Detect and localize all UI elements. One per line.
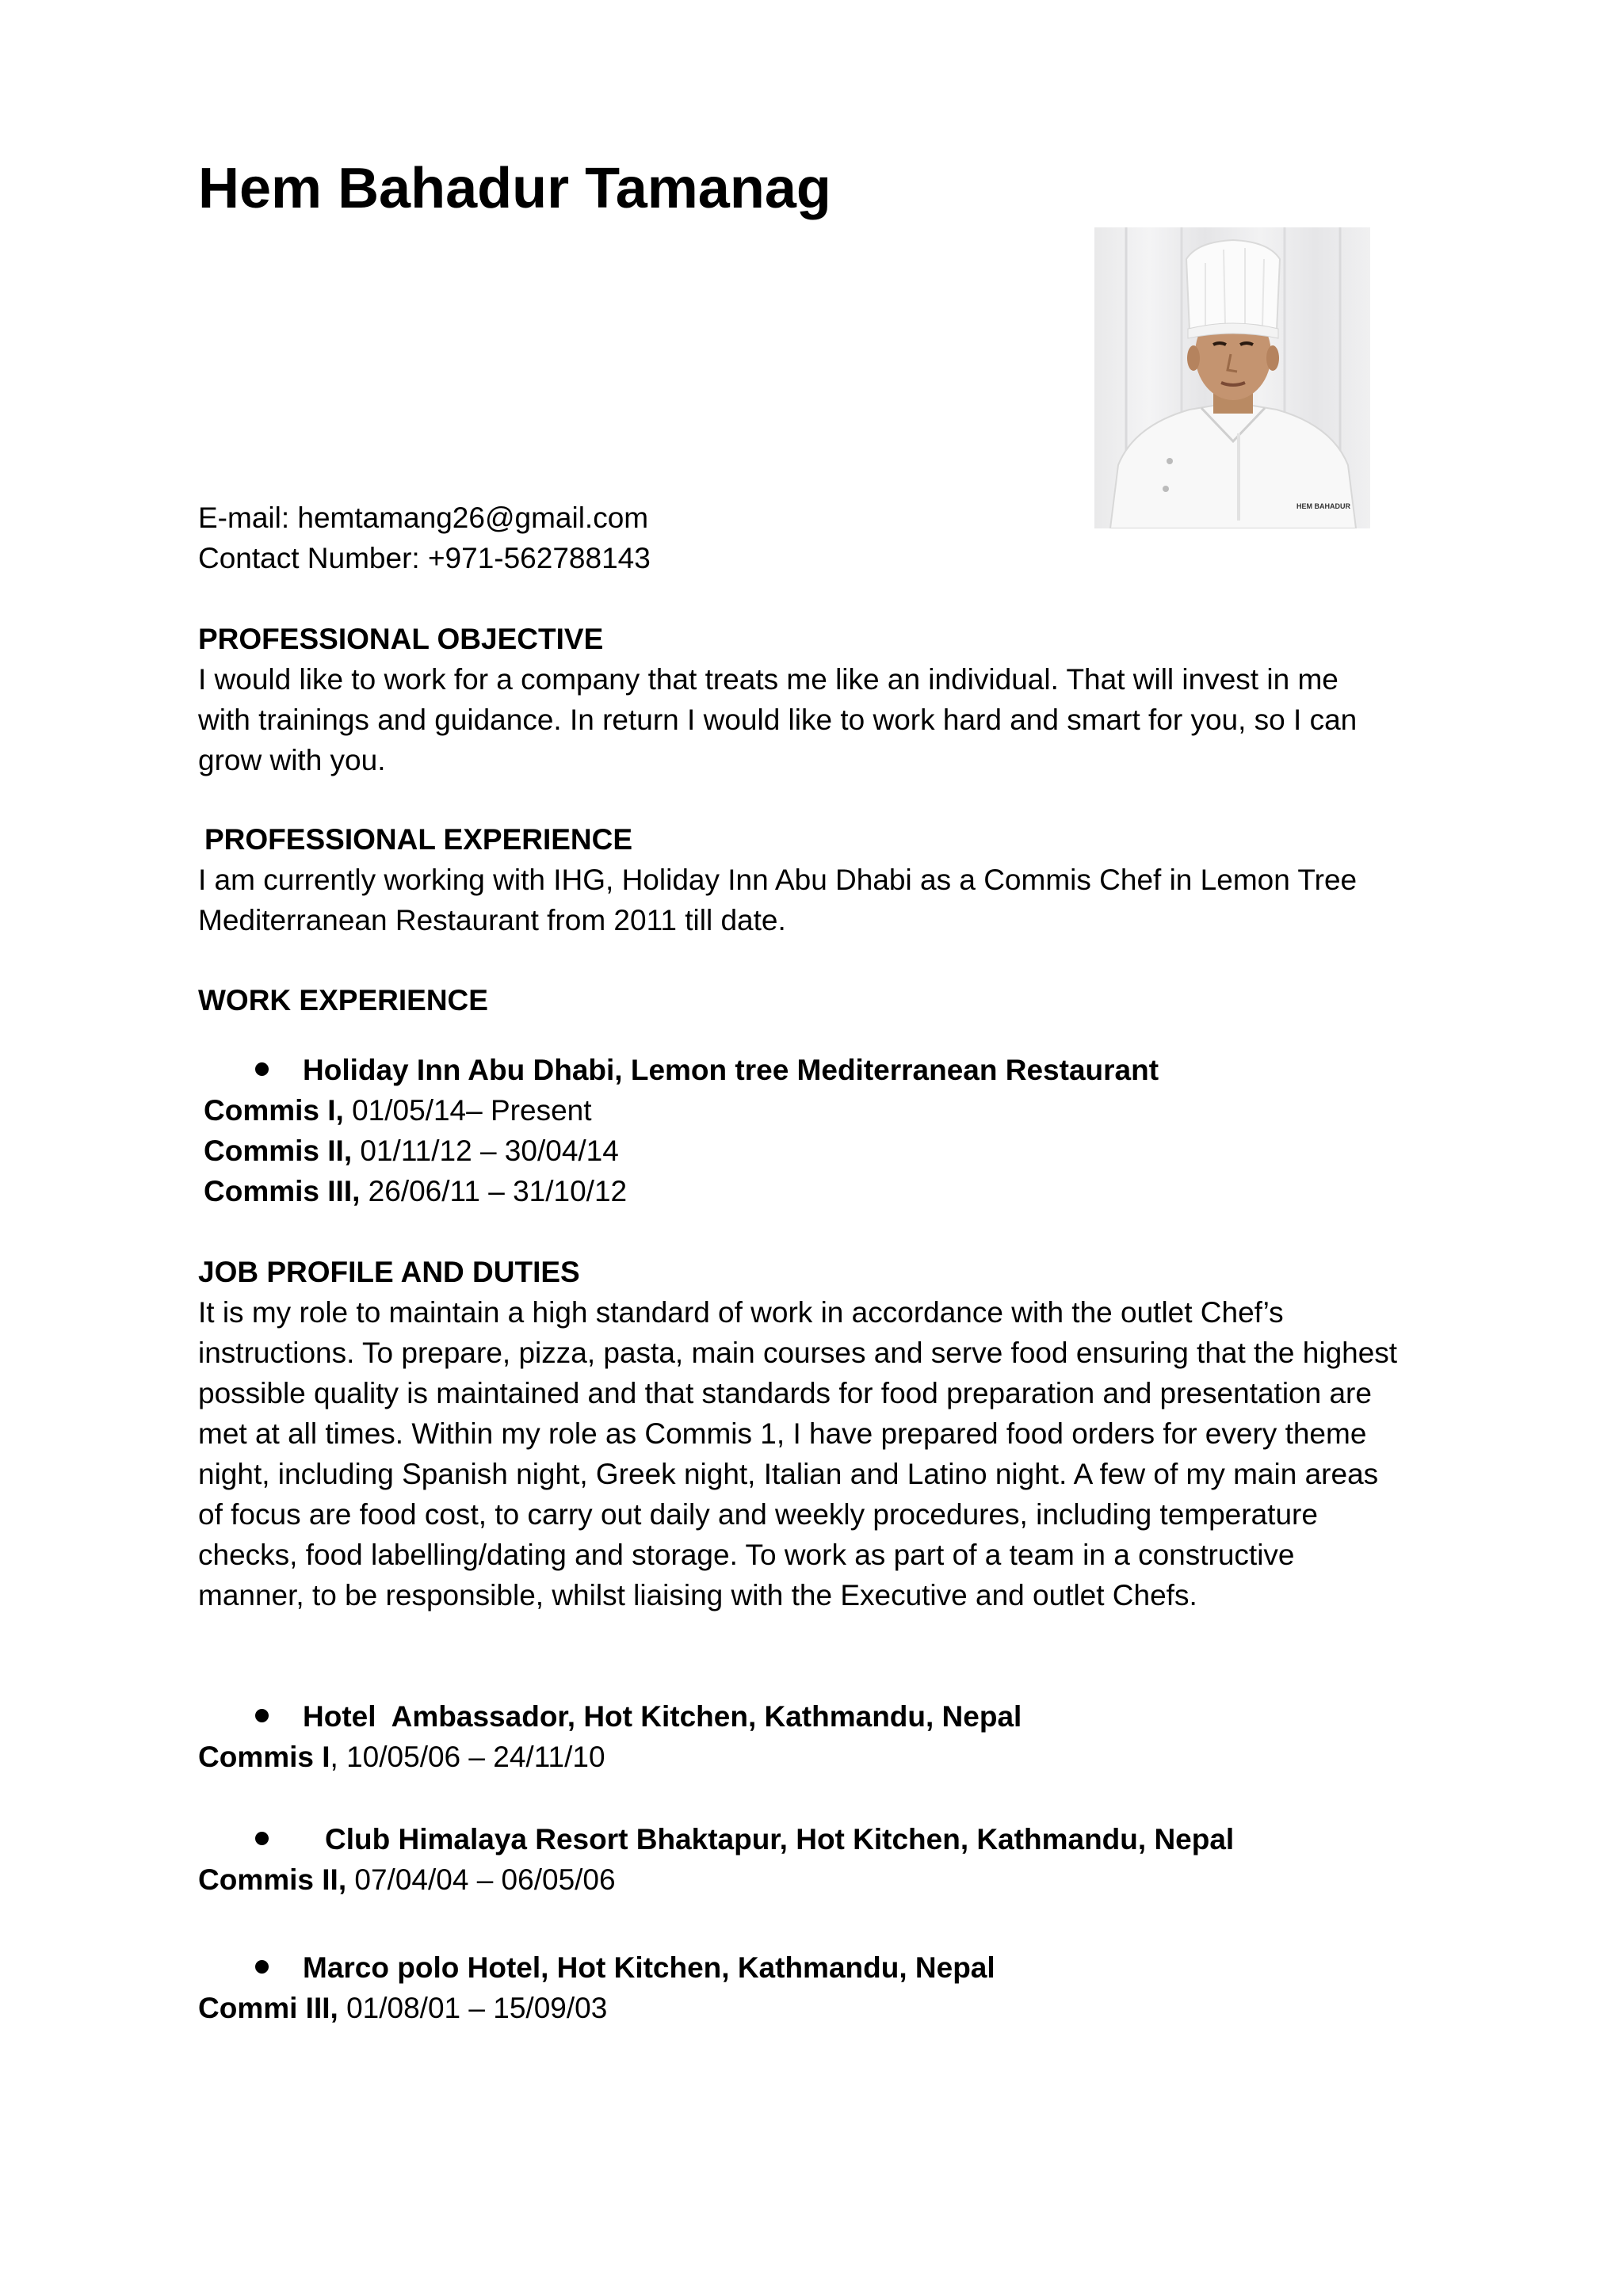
role-dates: 07/04/04 – 06/05/06	[346, 1863, 616, 1896]
role-title: Commis II,	[198, 1863, 347, 1896]
duties-line: checks, food labelling/dating and storage. To work as part of a team in a constructive	[198, 1539, 1295, 1571]
job1-role-2	[204, 1131, 619, 1171]
duties-line: met at all times. Within my role as Commis 1, I have prepared food orders for every theme	[198, 1417, 1367, 1450]
job4-employer	[303, 1947, 995, 1988]
role-dates: 26/06/11 – 31/10/12	[360, 1175, 628, 1207]
job4-role	[198, 1988, 607, 2028]
bullet-icon	[255, 1709, 269, 1722]
duties-line: manner, to be responsible, whilst liaising with the Executive and outlet Chefs.	[198, 1579, 1197, 1611]
job3-employer-text: Club Himalaya Resort Bhaktapur, Hot Kitchen, Kathmandu, Nepal	[325, 1823, 1235, 1855]
role-dates: 01/08/01 – 15/09/03	[338, 1992, 608, 2024]
jacket-badge-text: HEM BAHADUR	[1296, 502, 1350, 510]
objective-heading: PROFESSIONAL OBJECTIVE	[198, 623, 604, 655]
bullet-icon	[255, 1960, 269, 1974]
job2-employer	[303, 1696, 1022, 1737]
work-experience-heading: WORK EXPERIENCE	[198, 984, 488, 1016]
objective-line: grow with you.	[198, 744, 386, 776]
objective-line: I would like to work for a company that treats me like an individual. That will invest in me	[198, 663, 1338, 696]
job1-employer	[303, 1050, 1159, 1090]
role-title: Commis II,	[204, 1135, 353, 1167]
duties-line: night, including Spanish night, Greek night, Italian and Latino night. A few of my main areas	[198, 1458, 1379, 1490]
job1-employer-text: Holiday Inn Abu Dhabi, Lemon tree Mediterranean Restaurant	[303, 1054, 1159, 1086]
candidate-name: Hem Bahadur Tamanag	[198, 157, 831, 220]
contact-line: Contact Number: +971-562788143	[198, 542, 651, 574]
job3-employer	[325, 1819, 1234, 1859]
job1-role-3	[204, 1171, 627, 1211]
job4-employer-text: Marco polo Hotel, Hot Kitchen, Kathmandu, Nepal	[303, 1951, 995, 1984]
role-title: Commis I,	[204, 1094, 344, 1127]
profile-photo	[1094, 227, 1370, 528]
prof-experience-heading: PROFESSIONAL EXPERIENCE	[204, 823, 633, 856]
objective-paragraph	[198, 659, 1434, 780]
duties-line: It is my role to maintain a high standard of work in accordance with the outlet Chef’s	[198, 1296, 1284, 1329]
prof-experience-paragraph	[198, 860, 1434, 940]
duties-line: of focus are food cost, to carry out daily and weekly procedures, including temperature	[198, 1498, 1318, 1531]
email-line: E-mail: hemtamang26@gmail.com	[198, 502, 649, 534]
role-dates: 01/05/14– Present	[343, 1094, 592, 1127]
role-dates: 01/11/12 – 30/04/14	[352, 1135, 619, 1167]
objective-line: with trainings and guidance. In return I would like to work hard and smart for you, so I can	[198, 704, 1358, 736]
job2-role	[198, 1737, 605, 1777]
duties-line: instructions. To prepare, pizza, pasta, main courses and serve food ensuring that the highest	[198, 1337, 1398, 1369]
role-dates: , 10/05/06 – 24/11/10	[330, 1741, 605, 1773]
role-title: Commi III,	[198, 1992, 338, 2024]
job3-role	[198, 1859, 616, 1900]
job1-role-1	[204, 1090, 592, 1131]
prof-experience-line: I am currently working with IHG, Holiday Inn Abu Dhabi as a Commis Chef in Lemon Tree	[198, 864, 1358, 896]
bullet-icon	[255, 1832, 269, 1845]
job2-employer-text: Hotel Ambassador, Hot Kitchen, Kathmandu, Nepal	[303, 1700, 1022, 1733]
role-title: Commis I	[198, 1741, 330, 1773]
bullet-icon	[255, 1062, 269, 1076]
role-title: Commis III,	[204, 1175, 361, 1207]
prof-experience-line: Mediterranean Restaurant from 2011 till date.	[198, 904, 786, 936]
duties-paragraph	[198, 1292, 1434, 1615]
duties-line: possible quality is maintained and that standards for food preparation and presentation are	[198, 1377, 1372, 1409]
duties-heading: JOB PROFILE AND DUTIES	[198, 1256, 580, 1288]
